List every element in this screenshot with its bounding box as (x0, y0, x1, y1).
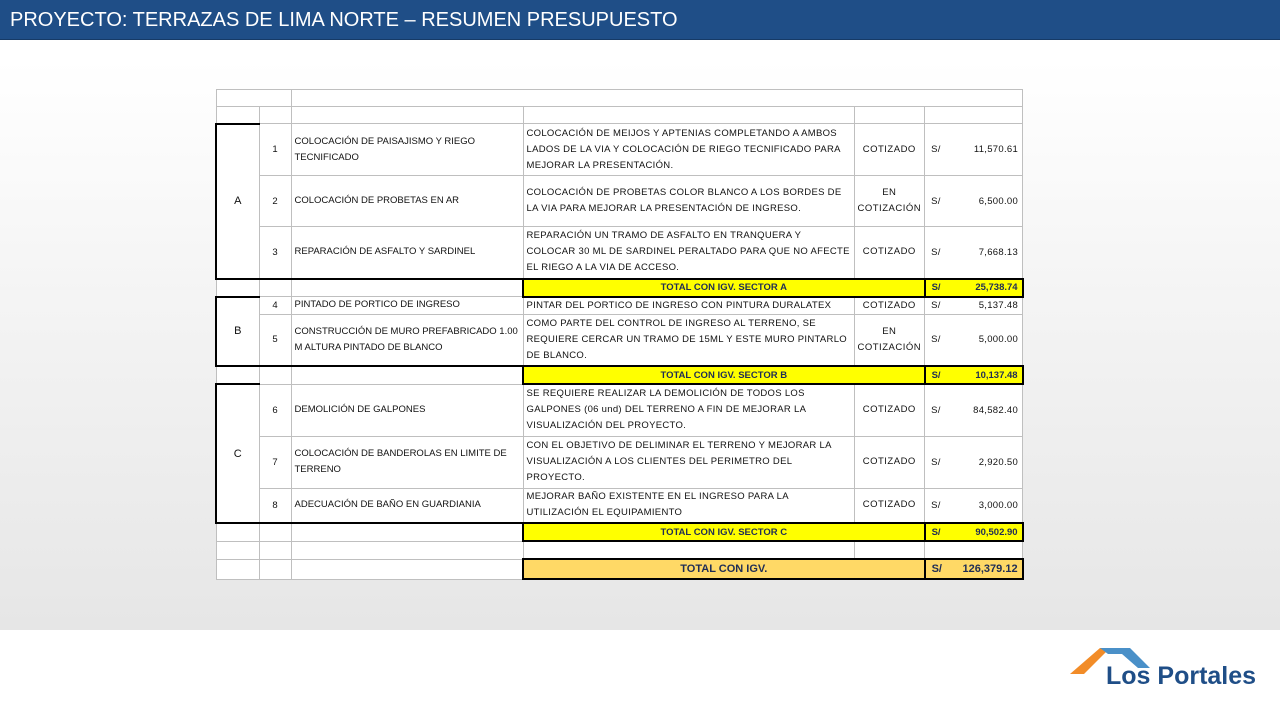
col-header-status: STATUS (854, 107, 925, 124)
table-row (216, 436, 1023, 488)
currency-symbol: S/ (931, 282, 941, 293)
item-detail: COMO PARTE DEL CONTROL DE INGRESO AL TERRENO, SE REQUIERE CERCAR UN TRAMO DE 15ML Y ESTE MURO PINTARLO DE BLANCO. (523, 314, 854, 366)
item-detail: PINTAR DEL PORTICO DE INGRESO CON PINTURA DURALATEX (523, 297, 854, 315)
item-description: COLOCACIÓN DE BANDEROLAS EN LIMITE DE TERRENO (291, 436, 523, 488)
grand-total-value: 126,379.12 (962, 563, 1018, 575)
grand-total-label: TOTAL CON IGV. (523, 559, 925, 579)
currency-symbol: S/ (931, 369, 941, 381)
table-row (216, 227, 1023, 279)
item-status: COTIZADO (854, 488, 925, 523)
col-header-zonas: ZONAS (216, 107, 259, 124)
title-bar (0, 0, 1280, 40)
item-number: 8 (259, 488, 291, 523)
sector-total-cost (925, 523, 1023, 541)
cost-value: 5,000.00 (978, 334, 1019, 346)
col-header-detalle: DETALLE (523, 107, 854, 124)
sector-total-row (216, 366, 1023, 384)
table-row (216, 314, 1023, 366)
currency-symbol: S/ (931, 499, 941, 511)
item-cost (925, 124, 1023, 176)
item-cost (925, 384, 1023, 436)
currency-symbol: S/ (931, 456, 941, 468)
zone-label: A (216, 124, 259, 279)
item-number: 1 (259, 124, 291, 176)
sector-total-label: TOTAL CON IGV. SECTOR C (523, 523, 925, 541)
item-number: 4 (259, 297, 291, 315)
budget-table (215, 89, 1024, 580)
grand-total-cost (925, 559, 1023, 579)
cost-value: 6,500.00 (978, 195, 1019, 207)
cost-value: 5,137.48 (978, 300, 1019, 311)
col-header-descripcion: DESCRIPCIÓN (291, 107, 523, 124)
currency-symbol: S/ (931, 404, 941, 416)
table-banner: TRABAJOS PARA LANZAMIENTO - TERRAZAS LIMA NORTE (291, 90, 1023, 107)
sector-total-value: 10,137.48 (975, 369, 1018, 381)
item-description: CONSTRUCCIÓN DE MURO PREFABRICADO 1.00 M ALTURA PINTADO DE BLANCO (291, 314, 523, 366)
sector-total-label: TOTAL CON IGV. SECTOR B (523, 366, 925, 384)
sector-total-cost (925, 279, 1023, 297)
currency-symbol: S/ (931, 563, 942, 575)
cost-value: 84,582.40 (973, 404, 1019, 416)
item-detail: COLOCACIÓN DE PROBETAS COLOR BLANCO A LOS BORDES DE LA VIA PARA MEJORAR LA PRESENTACIÓN DE INGRESO. (523, 176, 854, 227)
item-description: REPARACIÓN DE ASFALTO Y SARDINEL (291, 227, 523, 279)
los-portales-logo (1070, 642, 1260, 698)
item-status: COTIZADO (854, 384, 925, 436)
item-detail: CON EL OBJETIVO DE DELIMINAR EL TERRENO Y MEJORAR LA VISUALIZACIÓN A LOS CLIENTES DEL PERIMETRO DEL PROYECTO. (523, 436, 854, 488)
item-description: ADECUACIÓN DE BAÑO EN GUARDIANIA (291, 488, 523, 523)
item-detail: COLOCACIÓN DE MEIJOS Y APTENIAS COMPLETANDO A AMBOS LADOS DE LA VIA Y COLOCACIÓN DE RIEGO TECNIFICADO PARA MEJORAR LA PRESENTACIÓN. (523, 124, 854, 176)
currency-symbol: S/ (931, 195, 941, 207)
item-number: 3 (259, 227, 291, 279)
item-cost (925, 176, 1023, 227)
item-number: 5 (259, 314, 291, 366)
table-row (216, 297, 1023, 315)
currency-symbol: S/ (931, 246, 941, 258)
currency-symbol: S/ (931, 300, 941, 311)
spacer-row (216, 541, 1023, 559)
cost-value: 11,570.61 (973, 144, 1019, 155)
cost-value: 2,920.50 (978, 456, 1019, 468)
sector-total-cost (925, 366, 1023, 384)
item-cost (925, 227, 1023, 279)
item-cost (925, 488, 1023, 523)
item-status: COTIZADO (854, 124, 925, 176)
item-description: PINTADO DE PORTICO DE INGRESO (291, 297, 523, 315)
sector-total-label: TOTAL CON IGV. SECTOR A (523, 279, 925, 297)
item-cost (925, 297, 1023, 315)
item-detail: REPARACIÓN UN TRAMO DE ASFALTO EN TRANQUERA Y COLOCAR 30 ML DE SARDINEL PERALTADO PARA QUE NO AFECTE EL RIEGO A LA VIA DE ACCESO. (523, 227, 854, 279)
item-description: COLOCACIÓN DE PROBETAS EN AR (291, 176, 523, 227)
currency-symbol: S/ (931, 144, 941, 155)
cost-value: 7,668.13 (978, 246, 1019, 258)
zone-label: C (216, 384, 259, 523)
table-row (216, 384, 1023, 436)
logo-brand-text: Los Portales (1106, 662, 1257, 690)
page-title: PROYECTO: TERRAZAS DE LIMA NORTE – RESUMEN PRESUPUESTO (10, 9, 678, 31)
table-row (216, 488, 1023, 523)
sector-total-value: 25,738.74 (975, 282, 1018, 293)
table-header-row (216, 107, 1023, 124)
sector-total-row (216, 279, 1023, 297)
item-detail: SE REQUIERE REALIZAR LA DEMOLICIÓN DE TODOS LOS GALPONES (06 und) DEL TERRENO A FIN DE MEJORAR LA VISUALIZACIÓN DEL PROYECTO. (523, 384, 854, 436)
item-status: EN COTIZACIÓN (854, 314, 925, 366)
item-cost (925, 314, 1023, 366)
item-detail: MEJORAR BAÑO EXISTENTE EN EL INGRESO PARA LA UTILIZACIÓN EL EQUIPAMIENTO (523, 488, 854, 523)
item-status: COTIZADO (854, 227, 925, 279)
currency-symbol: S/ (931, 334, 941, 346)
col-header-costo: COSTO INC. IGV (925, 107, 1023, 124)
table-banner-row (216, 90, 1023, 107)
item-description: COLOCACIÓN DE PAISAJISMO Y RIEGO TECNIFICADO (291, 124, 523, 176)
item-number: 7 (259, 436, 291, 488)
item-cost (925, 436, 1023, 488)
item-status: EN COTIZACIÓN (854, 176, 925, 227)
currency-symbol: S/ (931, 526, 941, 538)
grand-total-row (216, 559, 1023, 579)
cost-value: 3,000.00 (978, 499, 1019, 511)
item-number: 2 (259, 176, 291, 227)
item-number: 6 (259, 384, 291, 436)
item-status: COTIZADO (854, 436, 925, 488)
item-status: COTIZADO (854, 297, 925, 315)
sector-total-row (216, 523, 1023, 541)
table-row (216, 124, 1023, 176)
item-description: DEMOLICIÓN DE GALPONES (291, 384, 523, 436)
col-header-item: ITEM (259, 107, 291, 124)
zone-label: B (216, 297, 259, 367)
sector-total-value: 90,502.90 (975, 526, 1018, 538)
table-row (216, 176, 1023, 227)
